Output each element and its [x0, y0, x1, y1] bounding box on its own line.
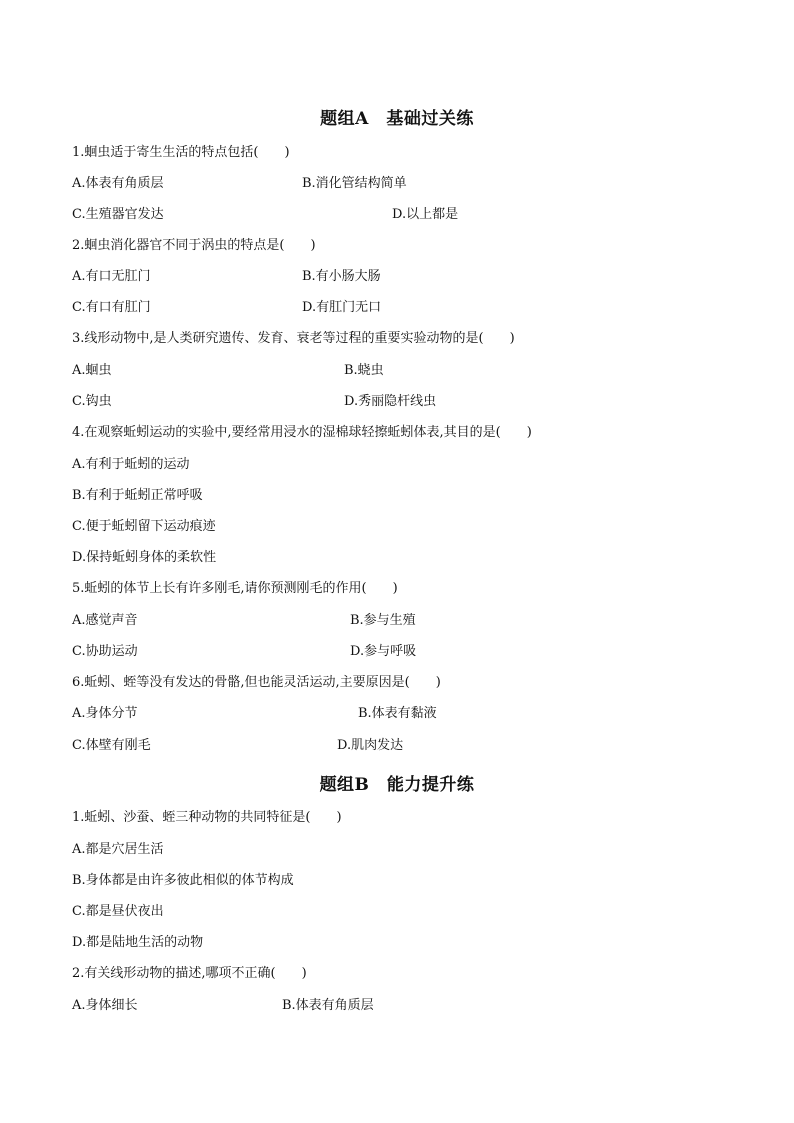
option-b2-a: A.身体细长 — [72, 998, 138, 1013]
option-a5-d: D.参与呼吸 — [350, 644, 417, 659]
option-a5-b: B.参与生殖 — [350, 613, 416, 628]
option-a6-c: C.体壁有刚毛 — [72, 738, 151, 753]
question-a2: 2.蛔虫消化器官不同于涡虫的特点是( ) — [72, 238, 316, 253]
question-a6: 6.蚯蚓、蛭等没有发达的骨骼,但也能灵活运动,主要原因是( ) — [72, 675, 441, 690]
option-b1-a: A.都是穴居生活 — [72, 842, 164, 857]
option-a1-b: B.消化管结构简单 — [302, 176, 407, 191]
question-a1: 1.蛔虫适于寄生生活的特点包括( ) — [72, 145, 290, 160]
option-a3-c: C.钩虫 — [72, 394, 112, 409]
option-a1-d: D.以上都是 — [392, 207, 459, 222]
option-a2-c: C.有口有肛门 — [72, 300, 151, 315]
option-a1-c: C.生殖器官发达 — [72, 207, 164, 222]
question-b2: 2.有关线形动物的描述,哪项不正确( ) — [72, 966, 307, 981]
option-a6-a: A.身体分节 — [72, 706, 138, 721]
option-a3-d: D.秀丽隐杆线虫 — [344, 394, 437, 409]
option-a4-b: B.有利于蚯蚓正常呼吸 — [72, 488, 203, 503]
option-a2-a: A.有口无肛门 — [72, 269, 151, 284]
option-a5-c: C.协助运动 — [72, 644, 138, 659]
option-b1-d: D.都是陆地生活的动物 — [72, 935, 204, 950]
option-a2-b: B.有小肠大肠 — [302, 269, 381, 284]
option-a4-d: D.保持蚯蚓身体的柔软性 — [72, 550, 217, 565]
option-a2-d: D.有肛门无口 — [302, 300, 382, 315]
option-a6-b: B.体表有黏液 — [358, 706, 437, 721]
group-b-title: 题组B 能力提升练 — [319, 775, 475, 795]
question-a3: 3.线形动物中,是人类研究遗传、发育、衰老等过程的重要实验动物的是( ) — [72, 331, 515, 346]
question-a4: 4.在观察蚯蚓运动的实验中,要经常用浸水的湿棉球轻擦蚯蚓体表,其目的是( ) — [72, 425, 532, 440]
option-a5-a: A.感觉声音 — [72, 613, 138, 628]
option-a1-a: A.体表有角质层 — [72, 176, 164, 191]
option-b1-b: B.身体都是由许多彼此相似的体节构成 — [72, 873, 294, 888]
option-b1-c: C.都是昼伏夜出 — [72, 904, 164, 919]
option-a3-b: B.蛲虫 — [344, 363, 384, 378]
question-a5: 5.蚯蚓的体节上长有许多刚毛,请你预测刚毛的作用( ) — [72, 581, 398, 596]
group-a-title: 题组A 基础过关练 — [320, 109, 474, 129]
option-a4-c: C.便于蚯蚓留下运动痕迹 — [72, 519, 216, 534]
option-b2-b: B.体表有角质层 — [282, 998, 374, 1013]
option-a6-d: D.肌肉发达 — [337, 738, 404, 753]
question-b1: 1.蚯蚓、沙蚕、蛭三种动物的共同特征是( ) — [72, 810, 342, 825]
option-a4-a: A.有利于蚯蚓的运动 — [72, 457, 190, 472]
option-a3-a: A.蛔虫 — [72, 363, 112, 378]
